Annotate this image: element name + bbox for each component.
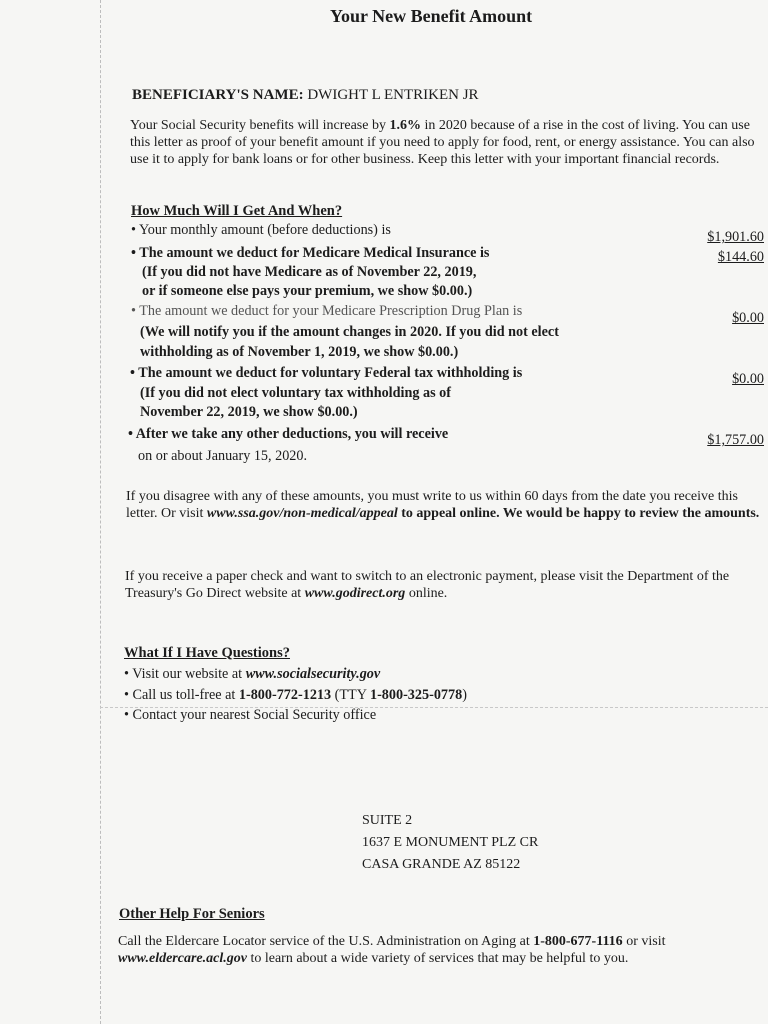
appeal-link[interactable]: www.ssa.gov/non-medical/appeal xyxy=(206,506,398,521)
eldercare-phone: 1-800-677-1116 xyxy=(533,934,623,949)
mailing-address xyxy=(362,810,538,876)
monthly-amount-value: $1,901.60 xyxy=(707,229,764,245)
disagree-paragraph xyxy=(126,488,766,522)
other-help-text-post: to learn about a wide variety of services that may be helpful to you. xyxy=(246,951,629,966)
questions-heading: What If I Have Questions? xyxy=(124,645,290,661)
intro-text-pre: Your Social Security benefits will increase by xyxy=(130,118,390,133)
beneficiary-label: BENEFICIARY'S NAME: xyxy=(132,87,304,103)
address-line-1: SUITE 2 xyxy=(362,813,413,828)
paper-check-paragraph xyxy=(125,568,755,602)
intro-text-post: in 2020 because of a rise in the cost of living. You can use this letter as proof of your benefit amount if you need to apply for food, rent, or energy assistance. You can also use it to apply for bank loans or for other business. Keep this letter with your important financial records. xyxy=(130,118,755,167)
beneficiary-name: DWIGHT L ENTRIKEN JR xyxy=(307,87,479,103)
increase-percent: 1.6% xyxy=(389,118,421,133)
paper-check-text-post: online. xyxy=(405,586,448,601)
net-amount-date: on or about January 15, 2020. xyxy=(138,448,308,464)
eldercare-link[interactable]: www.eldercare.acl.gov xyxy=(118,951,247,966)
net-amount-text: • After we take any other deductions, you will receive xyxy=(128,426,449,442)
questions-visit xyxy=(124,666,380,683)
net-amount-value: $1,757.00 xyxy=(707,432,764,448)
other-help-heading: Other Help For Seniors xyxy=(119,906,265,922)
other-help-text-pre: Call the Eldercare Locator service of the U.S. Administration on Aging at xyxy=(118,934,534,949)
questions-contact: • Contact your nearest Social Security office xyxy=(124,707,377,723)
medicare-medical-text: • The amount we deduct for Medicare Medical Insurance is xyxy=(131,245,490,261)
drug-plan-value: $0.00 xyxy=(732,310,764,326)
beneficiary-line xyxy=(132,87,479,104)
drug-plan-note-2: withholding as of November 1, 2019, we show $0.00.) xyxy=(140,344,459,360)
address-line-3: CASA GRANDE AZ 85122 xyxy=(362,857,521,872)
tty-text: (TTY xyxy=(331,687,370,703)
intro-paragraph xyxy=(130,117,768,168)
drug-plan-note-1: (We will notify you if the amount changes in 2020. If you did not elect xyxy=(140,324,559,340)
medicare-medical-note-2: or if someone else pays your premium, we show $0.00.) xyxy=(142,283,473,299)
how-much-heading: How Much Will I Get And When? xyxy=(131,203,343,219)
federal-tax-text: • The amount we deduct for voluntary Federal tax withholding is xyxy=(130,365,523,381)
visit-text: • Visit our website at xyxy=(124,666,246,682)
federal-tax-note-2: November 22, 2019, we show $0.00.) xyxy=(140,404,358,420)
toll-free-number: 1-800-772-1213 xyxy=(238,687,332,703)
godirect-link[interactable]: www.godirect.org xyxy=(304,586,406,601)
medicare-medical-note-1: (If you did not have Medicare as of November 22, 2019, xyxy=(142,264,477,280)
medicare-medical-value: $144.60 xyxy=(717,249,764,265)
tty-number: 1-800-325-0778 xyxy=(369,687,463,703)
federal-tax-note-1: (If you did not elect voluntary tax withholding as of xyxy=(140,385,451,401)
federal-tax-value: $0.00 xyxy=(732,371,764,387)
questions-call xyxy=(124,687,467,704)
tty-close: ) xyxy=(462,687,467,703)
disagree-text-post: to appeal online. We would be happy to review the amounts. xyxy=(397,506,760,521)
page-title: Your New Benefit Amount xyxy=(330,6,533,26)
call-text: • Call us toll-free at xyxy=(124,687,239,703)
other-help-paragraph xyxy=(118,933,758,967)
paper-check-text-pre: If you receive a paper check and want to switch to an electronic payment, please visit the Department of the Treasury's Go Direct website at xyxy=(125,569,730,601)
disagree-text-pre: If you disagree with any of these amounts, you must write to us within 60 days from the date you receive this letter. Or visit xyxy=(126,489,738,521)
drug-plan-text: • The amount we deduct for your Medicare Prescription Drug Plan is xyxy=(131,303,523,319)
monthly-amount-text: • Your monthly amount (before deductions) is xyxy=(131,222,391,238)
socialsecurity-link[interactable]: www.socialsecurity.gov xyxy=(245,666,381,682)
other-help-text-mid: or visit xyxy=(622,934,666,949)
address-line-2: 1637 E MONUMENT PLZ CR xyxy=(362,835,539,850)
perforation-edge xyxy=(100,0,105,1024)
